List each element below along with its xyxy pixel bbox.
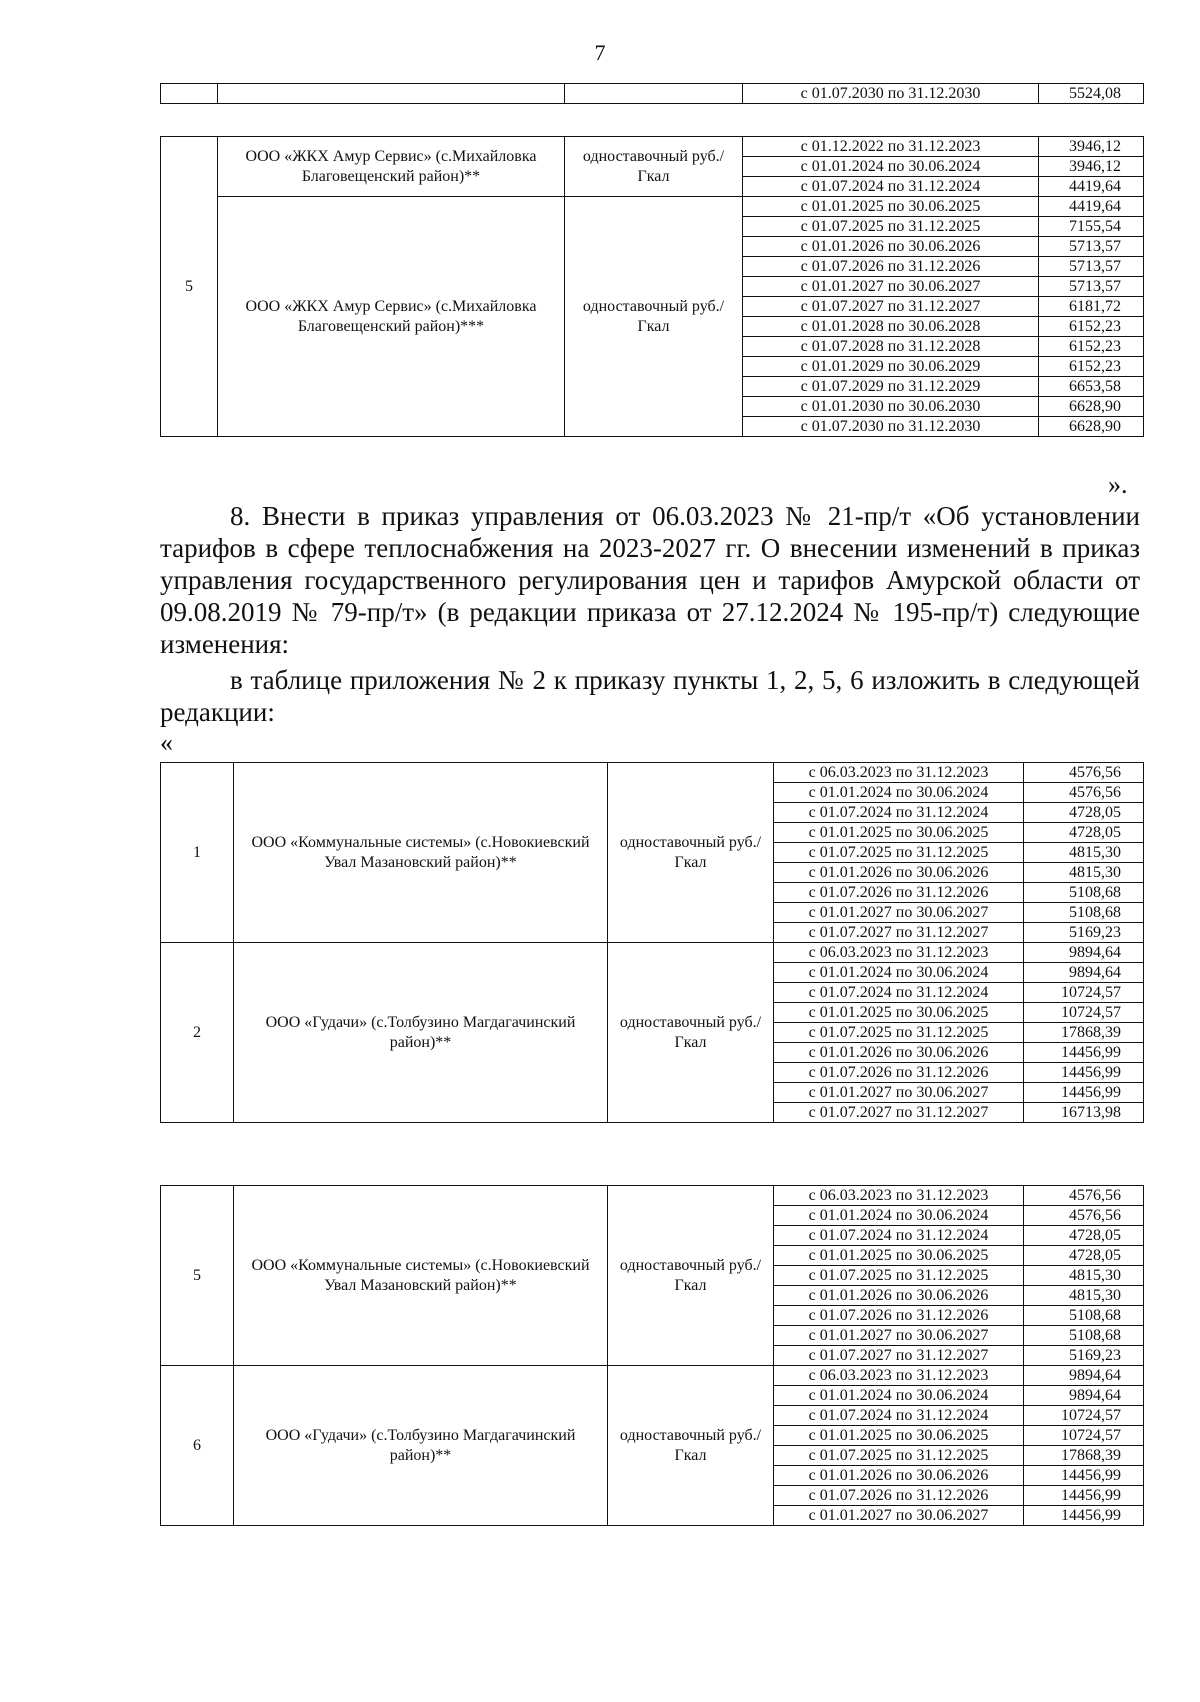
tariff-table-middle bbox=[160, 762, 1144, 1123]
table-row bbox=[161, 197, 1144, 217]
value-cell: 9894,64 bbox=[1024, 1366, 1144, 1386]
tariff-type-cell: одноставочный руб./Гкал bbox=[565, 137, 743, 197]
value-cell: 14456,99 bbox=[1024, 1063, 1144, 1083]
period-cell: с 01.01.2024 по 30.06.2024 bbox=[774, 783, 1024, 803]
value-cell: 4576,56 bbox=[1024, 1206, 1144, 1226]
value-cell: 4815,30 bbox=[1024, 863, 1144, 883]
tariff-type-cell: одноставочный руб./Гкал bbox=[608, 1186, 774, 1366]
value-cell: 5108,68 bbox=[1024, 903, 1144, 923]
value-cell: 6181,72 bbox=[1039, 297, 1144, 317]
value-cell: 10724,57 bbox=[1024, 1426, 1144, 1446]
value-cell: 4576,56 bbox=[1024, 783, 1144, 803]
period-cell: с 01.07.2024 по 31.12.2024 bbox=[743, 177, 1039, 197]
value-cell: 4815,30 bbox=[1024, 1286, 1144, 1306]
org-cell bbox=[218, 84, 565, 104]
period-cell: с 01.01.2030 по 30.06.2030 bbox=[743, 397, 1039, 417]
period-cell: с 01.07.2026 по 31.12.2026 bbox=[774, 1063, 1024, 1083]
organization-cell: ООО «Коммунальные системы» (с.Новокиевский Увал Мазановский район)** bbox=[234, 763, 608, 943]
value-cell: 4728,05 bbox=[1024, 823, 1144, 843]
value-cell: 6628,90 bbox=[1039, 397, 1144, 417]
value-cell: 4815,30 bbox=[1024, 843, 1144, 863]
value-cell: 6152,23 bbox=[1039, 317, 1144, 337]
closing-quote: ». bbox=[1108, 470, 1128, 499]
value-cell: 4728,05 bbox=[1024, 1246, 1144, 1266]
value-cell: 9894,64 bbox=[1024, 963, 1144, 983]
value-cell: 5108,68 bbox=[1024, 883, 1144, 903]
table-row bbox=[161, 1366, 1144, 1386]
organization-cell: ООО «Коммунальные системы» (с.Новокиевский Увал Мазановский район)** bbox=[234, 1186, 608, 1366]
period-cell: с 06.03.2023 по 31.12.2023 bbox=[774, 763, 1024, 783]
period-cell: с 01.01.2028 по 30.06.2028 bbox=[743, 317, 1039, 337]
table-row bbox=[161, 84, 1144, 104]
value-cell: 14456,99 bbox=[1024, 1043, 1144, 1063]
period-cell: с 01.01.2025 по 30.06.2025 bbox=[743, 197, 1039, 217]
period-cell: с 01.07.2024 по 31.12.2024 bbox=[774, 983, 1024, 1003]
type-cell bbox=[565, 84, 743, 104]
value-cell: 14456,99 bbox=[1024, 1506, 1144, 1526]
value-cell: 7155,54 bbox=[1039, 217, 1144, 237]
paragraph-8: 8. Внести в приказ управления от 06.03.2023 № 21-пр/т «Об установлении тарифов в сфере теплоснабжения на 2023-2027 гг. О внесении изменений в приказ управления государственного регулирования цен и тарифов Амурской области от 09.08.2019 № 79-пр/т» (в редакции приказа от 27.12.2024 № 195-пр/т) следующие изменения: bbox=[160, 501, 1140, 659]
period-cell: с 01.07.2029 по 31.12.2029 bbox=[743, 377, 1039, 397]
period-cell: с 06.03.2023 по 31.12.2023 bbox=[774, 943, 1024, 963]
period-cell: с 01.07.2024 по 31.12.2024 bbox=[774, 1226, 1024, 1246]
value-cell: 9894,64 bbox=[1024, 943, 1144, 963]
value-cell: 6653,58 bbox=[1039, 377, 1144, 397]
table-row bbox=[161, 1186, 1144, 1206]
period-cell: с 01.01.2027 по 30.06.2027 bbox=[774, 1506, 1024, 1526]
value-cell: 14456,99 bbox=[1024, 1083, 1144, 1103]
period-cell: с 01.07.2026 по 31.12.2026 bbox=[774, 1306, 1024, 1326]
period-cell: с 01.07.2030 по 31.12.2030 bbox=[743, 84, 1039, 104]
period-cell: с 01.07.2026 по 31.12.2026 bbox=[743, 257, 1039, 277]
value-cell: 10724,57 bbox=[1024, 1406, 1144, 1426]
period-cell: с 01.01.2027 по 30.06.2027 bbox=[774, 1326, 1024, 1346]
organization-cell: ООО «ЖКХ Амур Сервис» (с.Михайловка Благовещенский район)*** bbox=[218, 197, 565, 437]
value-cell: 17868,39 bbox=[1024, 1023, 1144, 1043]
period-cell: с 01.07.2026 по 31.12.2026 bbox=[774, 1486, 1024, 1506]
value-cell: 5169,23 bbox=[1024, 1346, 1144, 1366]
row-number-cell: 6 bbox=[161, 1366, 234, 1526]
period-cell: с 01.01.2025 по 30.06.2025 bbox=[774, 823, 1024, 843]
page-number: 7 bbox=[594, 40, 606, 65]
value-cell: 10724,57 bbox=[1024, 983, 1144, 1003]
period-cell: с 01.01.2026 по 30.06.2026 bbox=[774, 863, 1024, 883]
period-cell: с 01.01.2026 по 30.06.2026 bbox=[743, 237, 1039, 257]
tariff-type-cell: одноставочный руб./Гкал bbox=[608, 763, 774, 943]
period-cell: с 01.07.2027 по 31.12.2027 bbox=[774, 923, 1024, 943]
value-cell: 3946,12 bbox=[1039, 157, 1144, 177]
period-cell: с 01.01.2024 по 30.06.2024 bbox=[774, 1206, 1024, 1226]
row-number-cell: 5 bbox=[161, 1186, 234, 1366]
period-cell: с 01.07.2027 по 31.12.2027 bbox=[774, 1103, 1024, 1123]
value-cell: 4815,30 bbox=[1024, 1266, 1144, 1286]
value-cell: 5524,08 bbox=[1039, 84, 1144, 104]
table-row bbox=[161, 137, 1144, 157]
value-cell: 5108,68 bbox=[1024, 1306, 1144, 1326]
period-cell: с 01.01.2026 по 30.06.2026 bbox=[774, 1286, 1024, 1306]
value-cell: 5713,57 bbox=[1039, 257, 1144, 277]
value-cell: 17868,39 bbox=[1024, 1446, 1144, 1466]
period-cell: с 01.07.2027 по 31.12.2027 bbox=[774, 1346, 1024, 1366]
period-cell: с 01.12.2022 по 31.12.2023 bbox=[743, 137, 1039, 157]
num-cell bbox=[161, 84, 218, 104]
table-row bbox=[161, 763, 1144, 783]
tariff-table-bottom bbox=[160, 1185, 1144, 1526]
value-cell: 5169,23 bbox=[1024, 923, 1144, 943]
value-cell: 14456,99 bbox=[1024, 1466, 1144, 1486]
period-cell: с 01.01.2024 по 30.06.2024 bbox=[743, 157, 1039, 177]
period-cell: с 01.07.2030 по 31.12.2030 bbox=[743, 417, 1039, 437]
period-cell: с 01.07.2028 по 31.12.2028 bbox=[743, 337, 1039, 357]
organization-cell: ООО «Гудачи» (с.Толбузино Магдагачинский район)** bbox=[234, 943, 608, 1123]
tariff-type-cell: одноставочный руб./Гкал bbox=[608, 943, 774, 1123]
period-cell: с 01.07.2024 по 31.12.2024 bbox=[774, 1406, 1024, 1426]
tariff-type-cell: одноставочный руб./Гкал bbox=[608, 1366, 774, 1526]
value-cell: 3946,12 bbox=[1039, 137, 1144, 157]
value-cell: 6628,90 bbox=[1039, 417, 1144, 437]
value-cell: 4728,05 bbox=[1024, 803, 1144, 823]
period-cell: с 01.01.2024 по 30.06.2024 bbox=[774, 1386, 1024, 1406]
period-cell: с 06.03.2023 по 31.12.2023 bbox=[774, 1366, 1024, 1386]
value-cell: 4576,56 bbox=[1024, 763, 1144, 783]
period-cell: с 01.07.2024 по 31.12.2024 bbox=[774, 803, 1024, 823]
period-cell: с 01.01.2029 по 30.06.2029 bbox=[743, 357, 1039, 377]
organization-cell: ООО «ЖКХ Амур Сервис» (с.Михайловка Благовещенский район)** bbox=[218, 137, 565, 197]
value-cell: 4728,05 bbox=[1024, 1226, 1144, 1246]
period-cell: с 01.07.2025 по 31.12.2025 bbox=[774, 1023, 1024, 1043]
period-cell: с 01.01.2025 по 30.06.2025 bbox=[774, 1426, 1024, 1446]
period-cell: с 01.01.2025 по 30.06.2025 bbox=[774, 1003, 1024, 1023]
value-cell: 10724,57 bbox=[1024, 1003, 1144, 1023]
period-cell: с 01.07.2026 по 31.12.2026 bbox=[774, 883, 1024, 903]
row-number-cell: 5 bbox=[161, 137, 218, 437]
continuation-table bbox=[160, 83, 1144, 104]
value-cell: 5713,57 bbox=[1039, 277, 1144, 297]
open-quote: « bbox=[160, 728, 173, 757]
value-cell: 9894,64 bbox=[1024, 1386, 1144, 1406]
paragraph-table-instruction: в таблице приложения № 2 к приказу пункты 1, 2, 5, 6 изложить в следующей редакции: bbox=[160, 665, 1140, 727]
value-cell: 4419,64 bbox=[1039, 197, 1144, 217]
value-cell: 4576,56 bbox=[1024, 1186, 1144, 1206]
value-cell: 14456,99 bbox=[1024, 1486, 1144, 1506]
tariff-table-top bbox=[160, 136, 1144, 437]
value-cell: 16713,98 bbox=[1024, 1103, 1144, 1123]
period-cell: с 01.01.2027 по 30.06.2027 bbox=[774, 903, 1024, 923]
organization-cell: ООО «Гудачи» (с.Толбузино Магдагачинский район)** bbox=[234, 1366, 608, 1526]
period-cell: с 01.01.2026 по 30.06.2026 bbox=[774, 1466, 1024, 1486]
period-cell: с 01.01.2026 по 30.06.2026 bbox=[774, 1043, 1024, 1063]
period-cell: с 01.01.2027 по 30.06.2027 bbox=[774, 1083, 1024, 1103]
period-cell: с 01.01.2025 по 30.06.2025 bbox=[774, 1246, 1024, 1266]
row-number-cell: 2 bbox=[161, 943, 234, 1123]
period-cell: с 01.07.2025 по 31.12.2025 bbox=[774, 843, 1024, 863]
value-cell: 6152,23 bbox=[1039, 357, 1144, 377]
value-cell: 5108,68 bbox=[1024, 1326, 1144, 1346]
period-cell: с 01.07.2025 по 31.12.2025 bbox=[774, 1266, 1024, 1286]
value-cell: 6152,23 bbox=[1039, 337, 1144, 357]
period-cell: с 01.01.2024 по 30.06.2024 bbox=[774, 963, 1024, 983]
period-cell: с 06.03.2023 по 31.12.2023 bbox=[774, 1186, 1024, 1206]
table-row bbox=[161, 943, 1144, 963]
value-cell: 5713,57 bbox=[1039, 237, 1144, 257]
period-cell: с 01.07.2025 по 31.12.2025 bbox=[774, 1446, 1024, 1466]
period-cell: с 01.07.2027 по 31.12.2027 bbox=[743, 297, 1039, 317]
row-number-cell: 1 bbox=[161, 763, 234, 943]
period-cell: с 01.01.2027 по 30.06.2027 bbox=[743, 277, 1039, 297]
value-cell: 4419,64 bbox=[1039, 177, 1144, 197]
tariff-type-cell: одноставочный руб./Гкал bbox=[565, 197, 743, 437]
period-cell: с 01.07.2025 по 31.12.2025 bbox=[743, 217, 1039, 237]
